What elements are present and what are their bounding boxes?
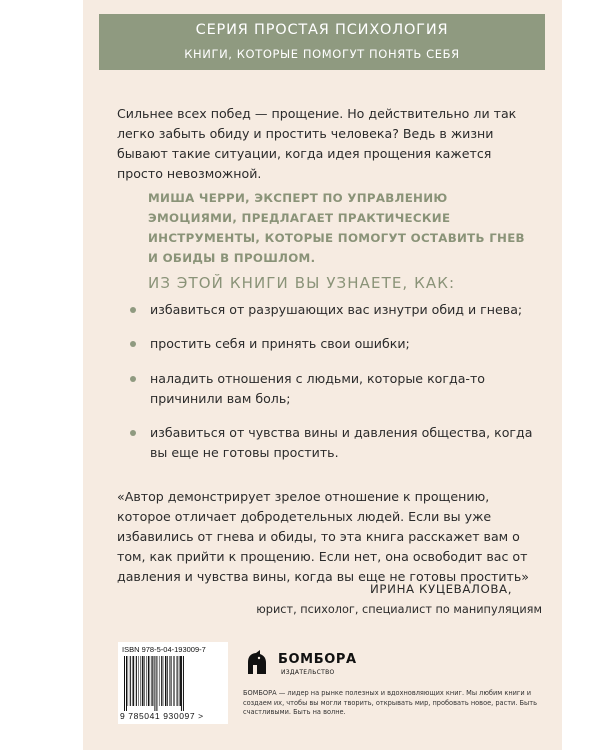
barcode-bar xyxy=(126,656,127,711)
ean-number: 9 785041 930097 > xyxy=(120,711,204,721)
barcode-bar xyxy=(159,656,160,706)
barcode-bar xyxy=(173,656,174,706)
barcode-bar xyxy=(128,656,129,706)
barcode-bar xyxy=(163,656,164,706)
list-item xyxy=(130,369,540,409)
barcode-bar xyxy=(180,656,181,706)
bullet-icon xyxy=(130,341,136,347)
barcode-bar xyxy=(142,656,143,706)
barcode-bar xyxy=(132,656,133,706)
review-author: ИРИНА КУЦЕВАЛОВА, xyxy=(370,582,513,596)
list-item-text: избавиться от чувства вины и давления общества, когда вы еще не готовы простить. xyxy=(150,425,533,460)
barcode-bar xyxy=(133,656,134,706)
series-title: СЕРИЯ ПРОСТАЯ ПСИХОЛОГИЯ xyxy=(195,22,449,38)
learn-heading: ИЗ ЭТОЙ КНИГИ ВЫ УЗНАЕТЕ, КАК: xyxy=(148,274,456,292)
barcode-bar xyxy=(156,656,157,711)
barcode-bar xyxy=(167,656,168,706)
barcode-bar xyxy=(140,656,141,706)
list-item xyxy=(130,334,540,354)
series-subtitle: КНИГИ, КОТОРЫЕ ПОМОГУТ ПОНЯТЬ СЕБЯ xyxy=(184,47,460,61)
barcode-bar xyxy=(152,656,153,706)
barcode xyxy=(118,642,228,724)
barcode-bar xyxy=(154,656,155,711)
barcode-bar xyxy=(130,656,131,706)
barcode-bar xyxy=(124,656,125,711)
list-item xyxy=(130,300,540,320)
bullet-icon xyxy=(130,376,136,382)
intro-paragraph: Сильнее всех побед — прощение. Но действительно ли так легко забыть обиду и простить человека? Ведь в жизни бывают такие ситуации, когда идея прощения кажется просто невозможной. xyxy=(117,106,517,181)
series-banner xyxy=(99,14,545,70)
barcode-bar xyxy=(151,656,152,706)
bullet-icon xyxy=(130,430,136,436)
publisher-logo-icon xyxy=(244,648,280,678)
publisher-description: БОМБОРА — лидер на рынке полезных и вдохновляющих книг. Мы любим книги и создаем их, чтобы вы могли творить, открывать мир, пробовать новое, расти. Быть счастливыми. Быть на волне. xyxy=(243,689,537,716)
highlight-paragraph: МИША ЧЕРРИ, ЭКСПЕРТ ПО УПРАВЛЕНИЮ ЭМОЦИЯМИ, ПРЕДЛАГАЕТ ПРАКТИЧЕСКИЕ ИНСТРУМЕНТЫ, КОТОРЫЕ ПОМОГУТ ОСТАВИТЬ ГНЕВ И ОБИДЫ В ПРОШЛОМ. xyxy=(148,191,525,265)
list-item xyxy=(130,423,540,463)
barcode-bar xyxy=(183,656,184,711)
barcode-bar xyxy=(165,656,166,706)
barcode-bar xyxy=(174,656,175,706)
barcode-bar xyxy=(177,656,178,706)
learn-list xyxy=(130,300,540,463)
barcode-bar xyxy=(150,656,151,706)
barcode-bar xyxy=(161,656,162,706)
barcode-bars xyxy=(122,656,222,711)
list-item-text: простить себя и принять свои ошибки; xyxy=(150,336,410,351)
publisher-name: БОМБОРА xyxy=(278,652,357,667)
barcode-bar xyxy=(169,656,170,706)
barcode-bar xyxy=(138,656,139,706)
list-item-text: избавиться от разрушающих вас изнутри обид и гнева; xyxy=(150,302,523,317)
review-quote: «Автор демонстрирует зрелое отношение к прощению, которое отличает добродетельных людей. Если вы уже избавились от гнева и обиды, то эта книга расскажет вам о том, как прийти к прощению. Если нет, она освободит вас от давления и чувства вины, когда вы еще не готовы простить» xyxy=(117,489,529,584)
barcode-bar xyxy=(179,656,180,706)
bullet-icon xyxy=(130,307,136,313)
isbn-label: ISBN 978-5-04-193009-7 xyxy=(122,645,206,654)
list-item-text: наладить отношения с людьми, которые когда-то причинили вам боль; xyxy=(150,371,486,406)
barcode-bar xyxy=(148,656,149,706)
review-author-role: юрист, психолог, специалист по манипуляциям xyxy=(256,603,542,616)
publisher-subtitle: ИЗДАТЕЛЬСТВО xyxy=(281,669,335,676)
barcode-bar xyxy=(181,656,182,711)
barcode-bar xyxy=(136,656,137,706)
barcode-bar xyxy=(146,656,147,706)
barcode-bar xyxy=(171,656,172,706)
barcode-bar xyxy=(144,656,145,706)
